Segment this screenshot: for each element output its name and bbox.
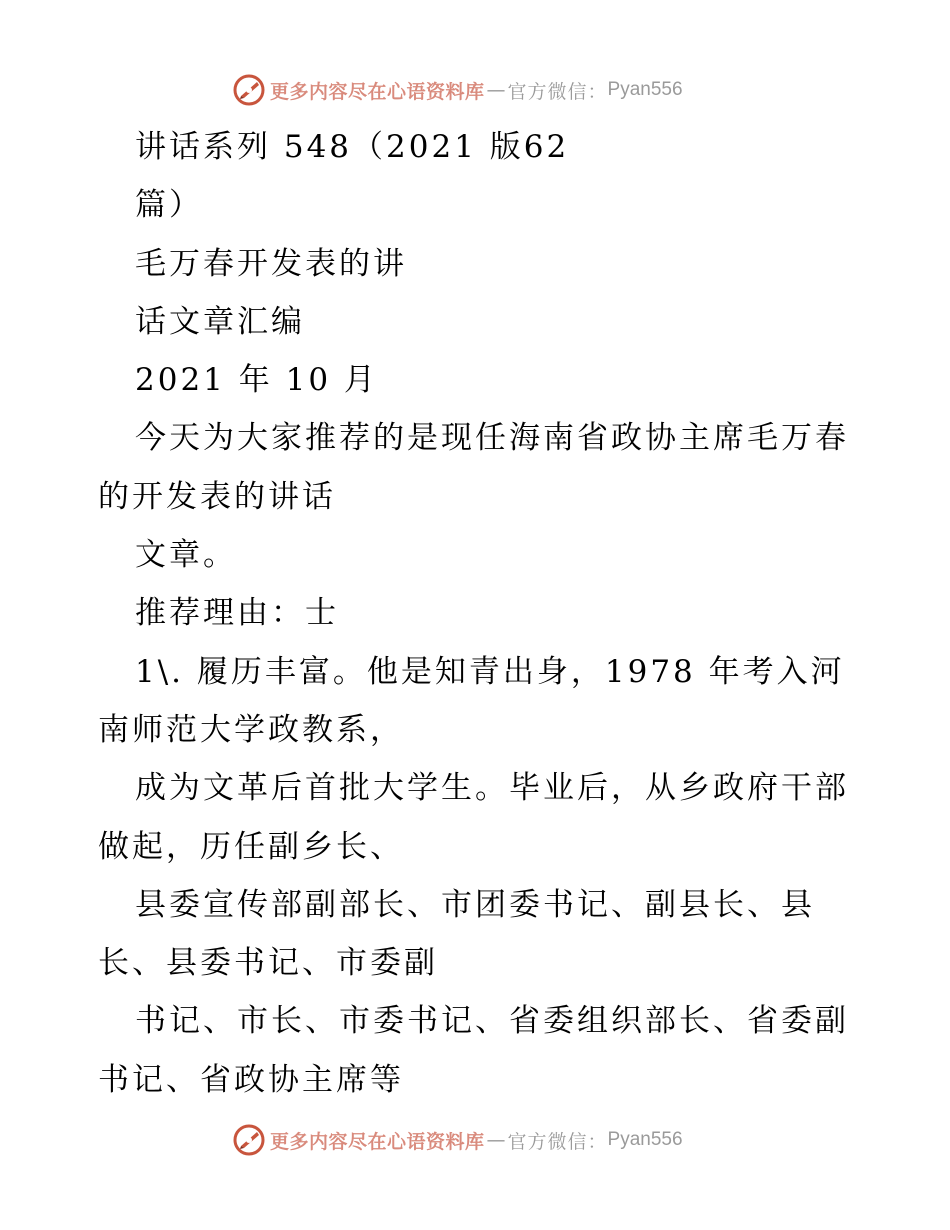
banner-official-label: 官方微信： [507,1130,608,1153]
banner-brand-text: 更多内容尽在心语资料库 [270,1130,485,1153]
banner-separator: — [486,1129,506,1151]
document-body [98,118,858,1109]
banner-brand-text: 更多内容尽在心语资料库 [270,80,485,103]
doc-paragraph-career-1: 成为文革后首批大学生。毕业后，从乡政府干部做起，历任副乡长、 [98,770,849,865]
doc-line-series-title: 讲话系列 548（2021 版62 [135,129,570,165]
doc-paragraph-intro: 今天为大家推荐的是现任海南省政协主席毛万春的开发表的讲话 [98,420,849,515]
doc-paragraph-career-3: 书记、市长、市委书记、省委组织部长、省委副书记、省政协主席等 [98,1003,849,1098]
banner-official-label: 官方微信： [507,80,608,103]
doc-line-date: 2021 年 10 月 [135,362,378,399]
seal-logo-icon [232,73,266,107]
seal-logo-icon [232,1123,266,1157]
banner-separator: — [486,79,506,101]
footer-banner [232,1122,683,1158]
doc-line-intro-end: 文章。 [135,537,237,574]
doc-line-doc-title: 毛万春开发表的讲 [135,245,407,282]
doc-line-doc-title-cont: 话文章汇编 [135,303,305,340]
doc-line-series-title-cont: 篇） [135,187,203,224]
banner-wechat-id: Pyan556 [607,1129,683,1150]
doc-line-reason-heading: 推荐理由：士 [135,595,339,632]
banner-wechat-id: Pyan556 [607,79,683,100]
doc-paragraph-reason-1: 1\. 履历丰富。他是知青出身，1978 年考入河南师范大学政教系， [98,653,845,748]
doc-paragraph-career-2: 县委宣传部副部长、市团委书记、副县长、县长、县委书记、市委副 [98,886,815,982]
header-banner [232,72,683,108]
